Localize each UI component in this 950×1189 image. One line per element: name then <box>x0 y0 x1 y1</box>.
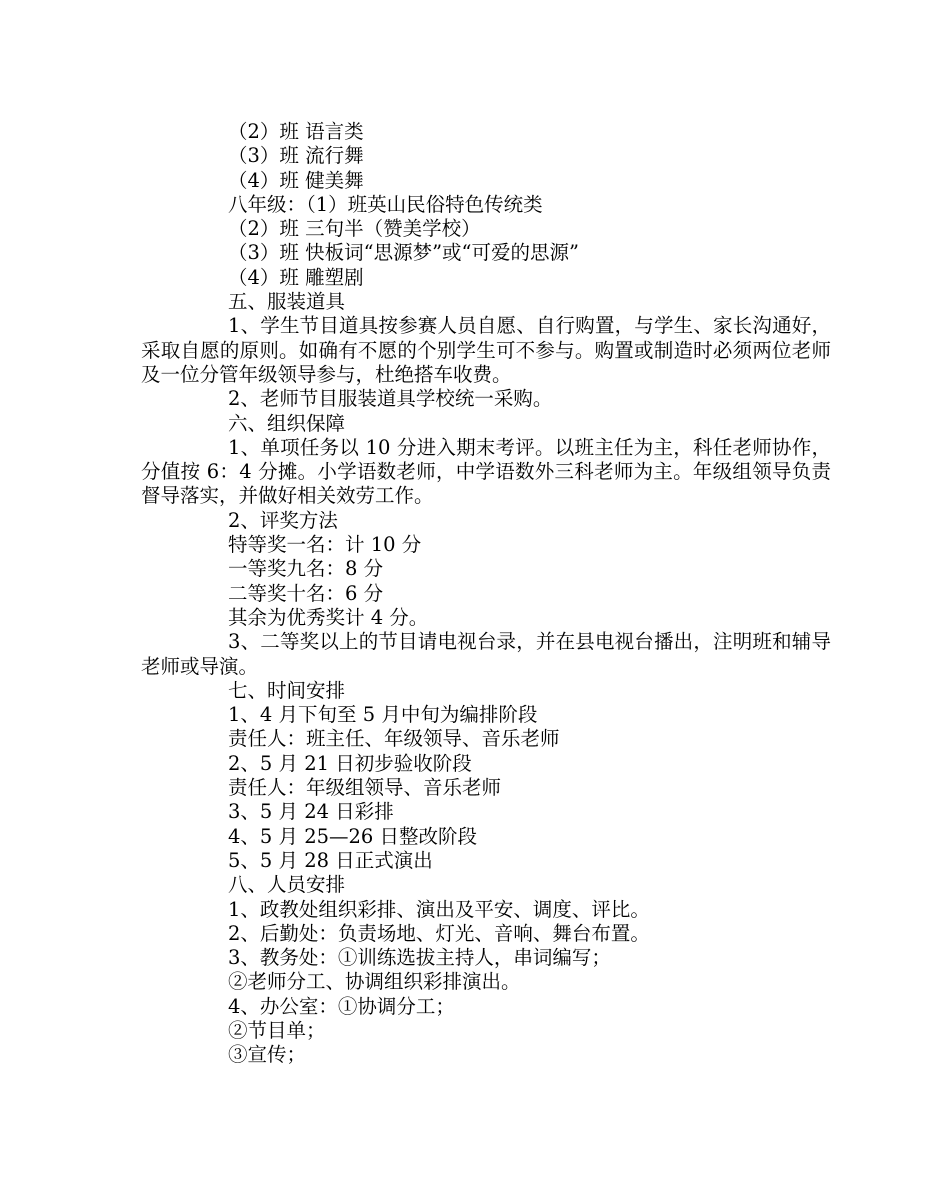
staff-item-4-publicity: ③宣传； <box>228 1043 307 1067</box>
staff-item-3-sub: ②老师分工、协调组织彩排演出。 <box>228 970 521 994</box>
award-method-heading: 2、评奖方法 <box>228 508 338 532</box>
document-body <box>141 120 831 1068</box>
staff-item-4: 4、办公室：①协调分工； <box>228 994 455 1018</box>
award-excellent: 其余为优秀奖计 4 分。 <box>228 605 429 629</box>
paragraph-assessment: 1、单项任务以 10 分进入期末考评。以班主任为主，科任老师协作，分值按 6：4 分摊。小学语数老师，中学语数外三科老师为主。年级组领导负责督导落实，并做好相关效劳工作。 <box>141 435 831 508</box>
schedule-item-4: 4、5 月 25—26 日整改阶段 <box>228 824 478 848</box>
class-line-4-aerobic-dance: （4）班 健美舞 <box>228 168 364 192</box>
staff-item-4-program: ②节目单； <box>228 1018 326 1042</box>
paragraph-student-props: 1、学生节目道具按参赛人员自愿、自行购置，与学生、家长沟通好，采取自愿的原则。如确有不愿的个别学生可不参与。购置或制造时必须两位老师及一位分管年级领导参与，杜绝搭车收费。 <box>141 314 831 386</box>
grade-eight-class-2: （2）班 三句半（赞美学校） <box>228 217 481 241</box>
section-heading-staff: 八、人员安排 <box>228 873 346 897</box>
paragraph-teacher-props: 2、老师节目服装道具学校统一采购。 <box>228 387 553 411</box>
staff-item-3: 3、教务处：①训练选拔主持人，串词编写； <box>228 946 611 970</box>
schedule-item-2-responsible: 责任人：年级组领导、音乐老师 <box>228 776 502 800</box>
staff-item-1: 1、政教处组织彩排、演出及平安、调度、评比。 <box>228 897 650 921</box>
section-heading-schedule: 七、时间安排 <box>228 678 346 702</box>
schedule-item-1-responsible: 责任人：班主任、年级领导、音乐老师 <box>228 727 560 751</box>
award-special: 特等奖一名：计 10 分 <box>228 533 422 557</box>
grade-eight-class-4: （4）班 雕塑剧 <box>228 265 364 289</box>
section-heading-costumes: 五、服装道具 <box>228 290 346 314</box>
grade-eight-line: 八年级：（1）班英山民俗特色传统类 <box>228 192 543 216</box>
grade-eight-class-3: （3）班 快板词“思源梦”或“可爱的思源” <box>228 241 579 265</box>
paragraph-tv-recording: 3、二等奖以上的节目请电视台录，并在县电视台播出，注明班和辅导老师或导演。 <box>141 630 831 678</box>
schedule-item-2: 2、5 月 21 日初步验收阶段 <box>228 751 472 775</box>
award-second: 二等奖十名：6 分 <box>228 581 384 605</box>
staff-item-2: 2、后勤处：负责场地、灯光、音响、舞台布置。 <box>228 921 650 945</box>
class-line-2-language: （2）班 语言类 <box>228 120 364 143</box>
section-heading-organization: 六、组织保障 <box>228 411 346 435</box>
schedule-item-1: 1、4 月下旬至 5 月中旬为编排阶段 <box>228 703 538 727</box>
schedule-item-3: 3、5 月 24 日彩排 <box>228 800 394 824</box>
schedule-item-5: 5、5 月 28 日正式演出 <box>228 848 433 872</box>
award-first: 一等奖九名：8 分 <box>228 557 384 581</box>
class-line-3-pop-dance: （3）班 流行舞 <box>228 144 364 168</box>
